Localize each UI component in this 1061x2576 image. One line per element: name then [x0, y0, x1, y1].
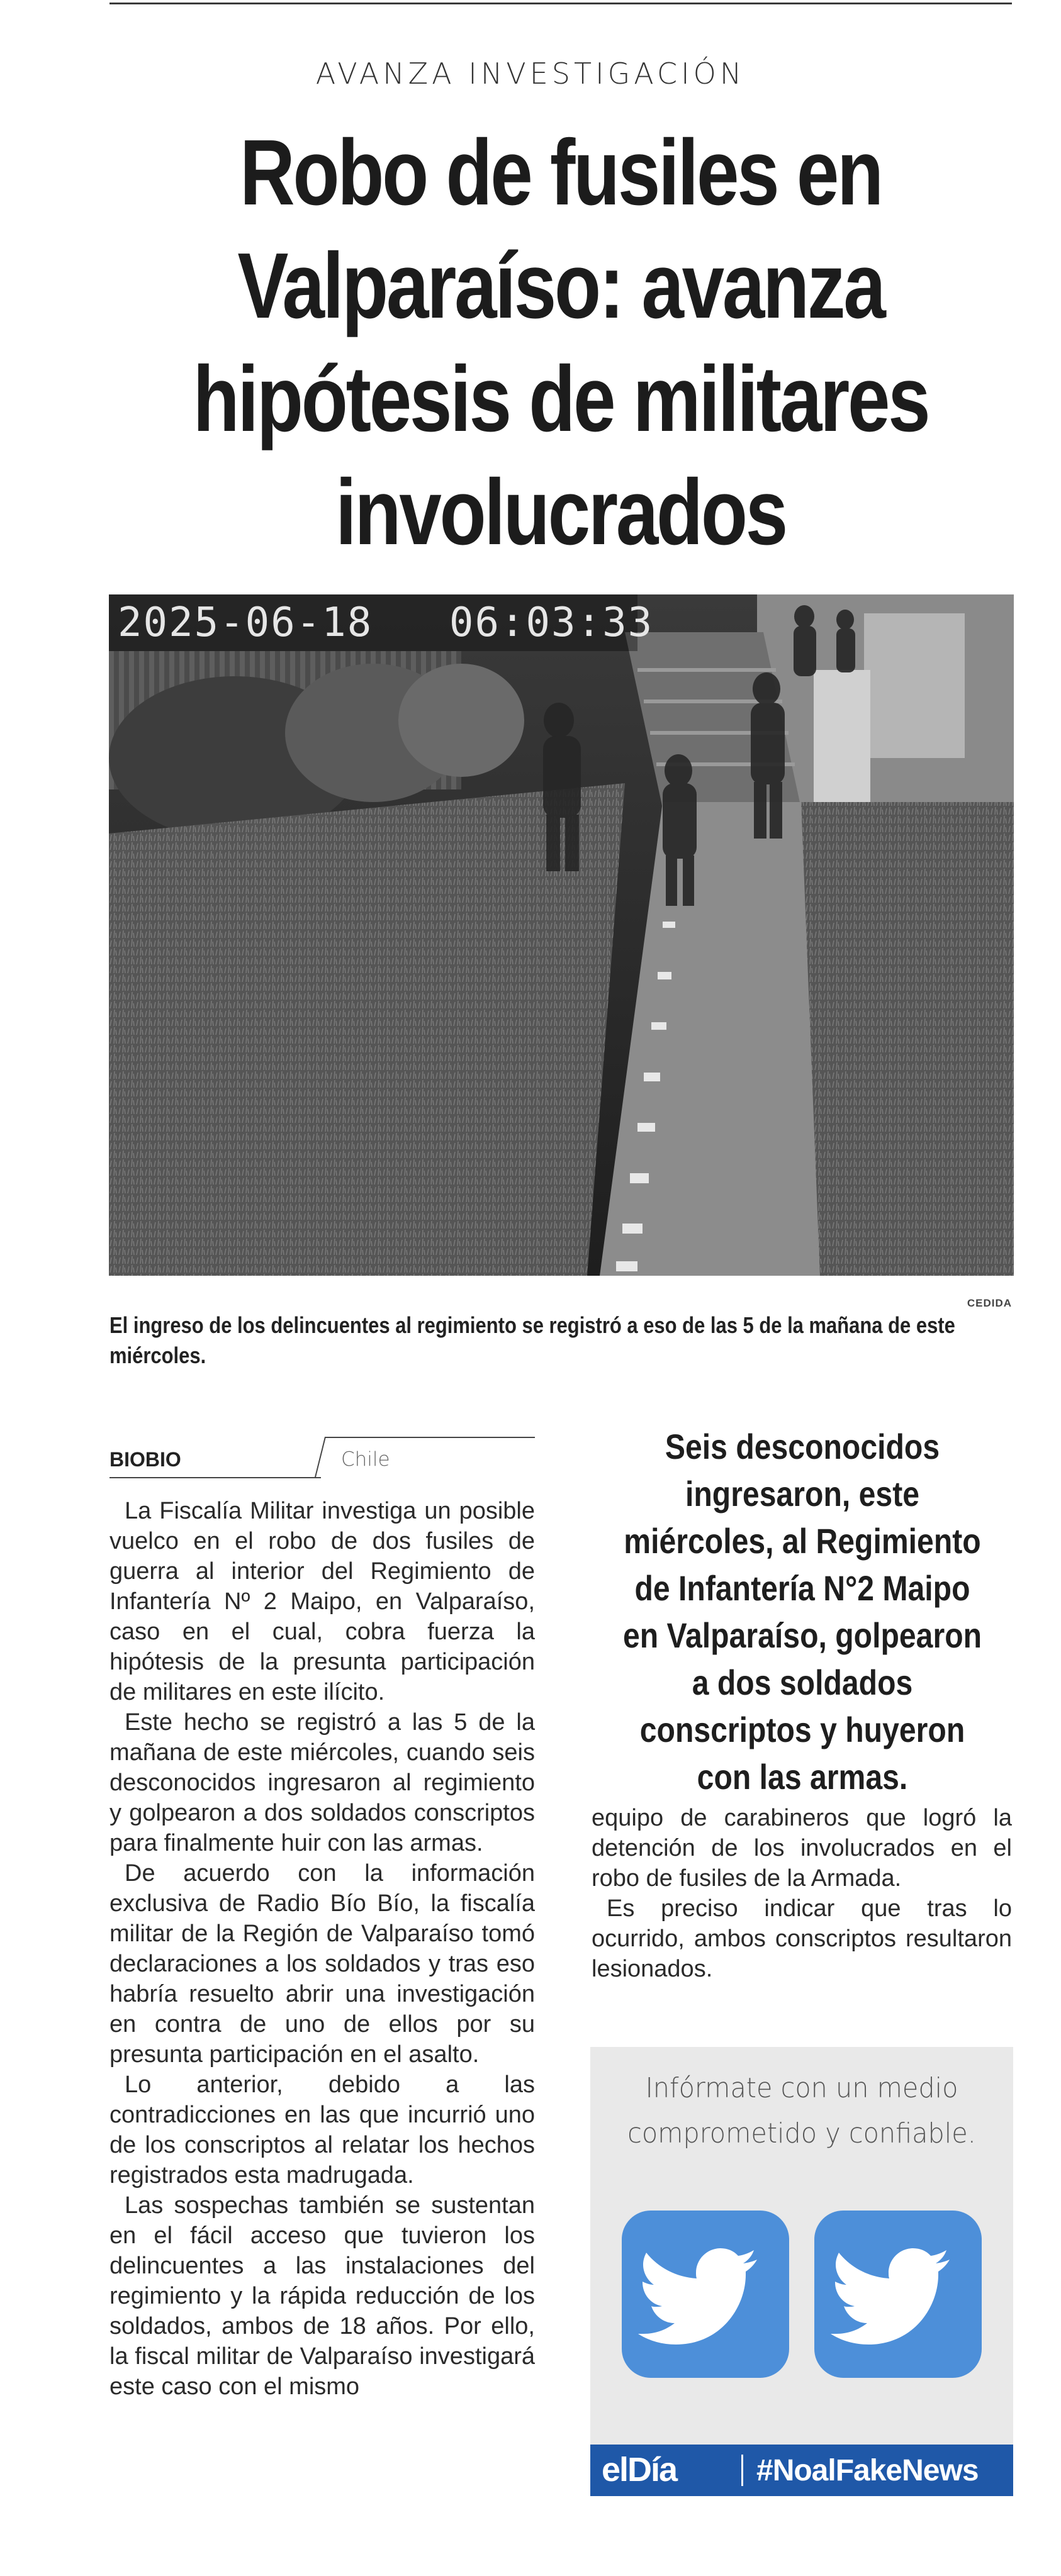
body-paragraph: Este hecho se registró a las 5 de la mañana de este miércoles, cuando seis desconocidos ingresaron al regimiento y golpearon a dos soldados conscriptos para finalmente huir con las armas.: [109, 1709, 535, 1856]
right-column: [592, 1803, 1012, 1984]
body-paragraph: La Fiscalía Militar investiga un posible vuelco en el robo de dos fusiles de guerra al interior del Regimiento de Infantería Nº 2 Maipo, en Valparaíso, caso en el cual, cobra fuerza la hipótesis de la presunta participación de militares en este ilícito.: [109, 1498, 535, 1705]
byline-section: Chile: [341, 1448, 390, 1471]
headline-line: hipótesis de militares: [193, 347, 929, 451]
body-paragraph: equipo de carabineros que logró la detención de los involucrados en el robo de fusiles de la Armada.: [592, 1805, 1012, 1892]
body-paragraph: Es preciso indicar que tras lo ocurrido, ambos conscriptos resultaron lesionados.: [592, 1895, 1012, 1982]
ad-footer-bar: [590, 2445, 1013, 2496]
twitter-icon[interactable]: [622, 2211, 789, 2378]
top-rule: [109, 3, 1012, 4]
pull-quote: Seis desconocidos ingresaron, este miércoles, al Regimiento de Infantería N°2 Maipo en Valparaíso, golpearon a dos soldados conscriptos y huyeron con las armas.: [622, 1427, 982, 1797]
photo-caption: El ingreso de los delincuentes al regimiento se registró a eso de las 5 de la mañana de este miércoles.: [109, 1312, 955, 1368]
photo-credit: CEDIDA: [967, 1297, 1012, 1309]
byline-agency: BIOBIO: [109, 1448, 181, 1471]
ad-divider: [741, 2455, 743, 2486]
ad-text: Infórmate con un medio comprometido y confiable.: [627, 2072, 976, 2149]
advertisement[interactable]: [590, 2047, 1013, 2496]
byline-rule: [109, 1477, 321, 1478]
byline: [109, 1432, 535, 1469]
camera-timestamp: 2025-06-18 06:03:33: [118, 599, 654, 646]
security-camera-photo: [109, 594, 1014, 1276]
eldia-logo: elDía: [602, 2451, 677, 2489]
left-column: [109, 1496, 535, 2402]
byline-rule: [315, 1437, 326, 1478]
headline-line: Robo de fusiles en: [240, 121, 882, 225]
ad-hashtag[interactable]: #NoalFakeNews: [756, 2454, 979, 2487]
body-paragraph: Las sospechas también se sustentan en el fácil acceso que tuvieron los delincuentes a las instalaciones del regimiento y la rápida reducción de los soldados, ambos de 18 años. Por ello, la fiscal militar de Valparaíso investigará este caso con el mismo: [109, 2192, 535, 2400]
headline-line: Valparaíso: avanza: [237, 234, 884, 338]
headline: [191, 116, 931, 569]
byline-rule: [325, 1437, 535, 1438]
twitter-icon[interactable]: [814, 2211, 982, 2378]
kicker: AVANZA INVESTIGACIÓN: [315, 57, 746, 91]
body-paragraph: Lo anterior, debido a las contradicciones en las que incurrió uno de los conscriptos al relatar los hechos registrados esta madrugada.: [109, 2071, 535, 2188]
headline-line: involucrados: [335, 460, 786, 564]
body-paragraph: De acuerdo con la información exclusiva de Radio Bío Bío, la fiscalía militar de la Región de Valparaíso tomó declaraciones a los soldados y tras eso habría resuelto abrir una investigación en contra de uno de ellos por su presunta participación en el asalto.: [109, 1860, 535, 2068]
